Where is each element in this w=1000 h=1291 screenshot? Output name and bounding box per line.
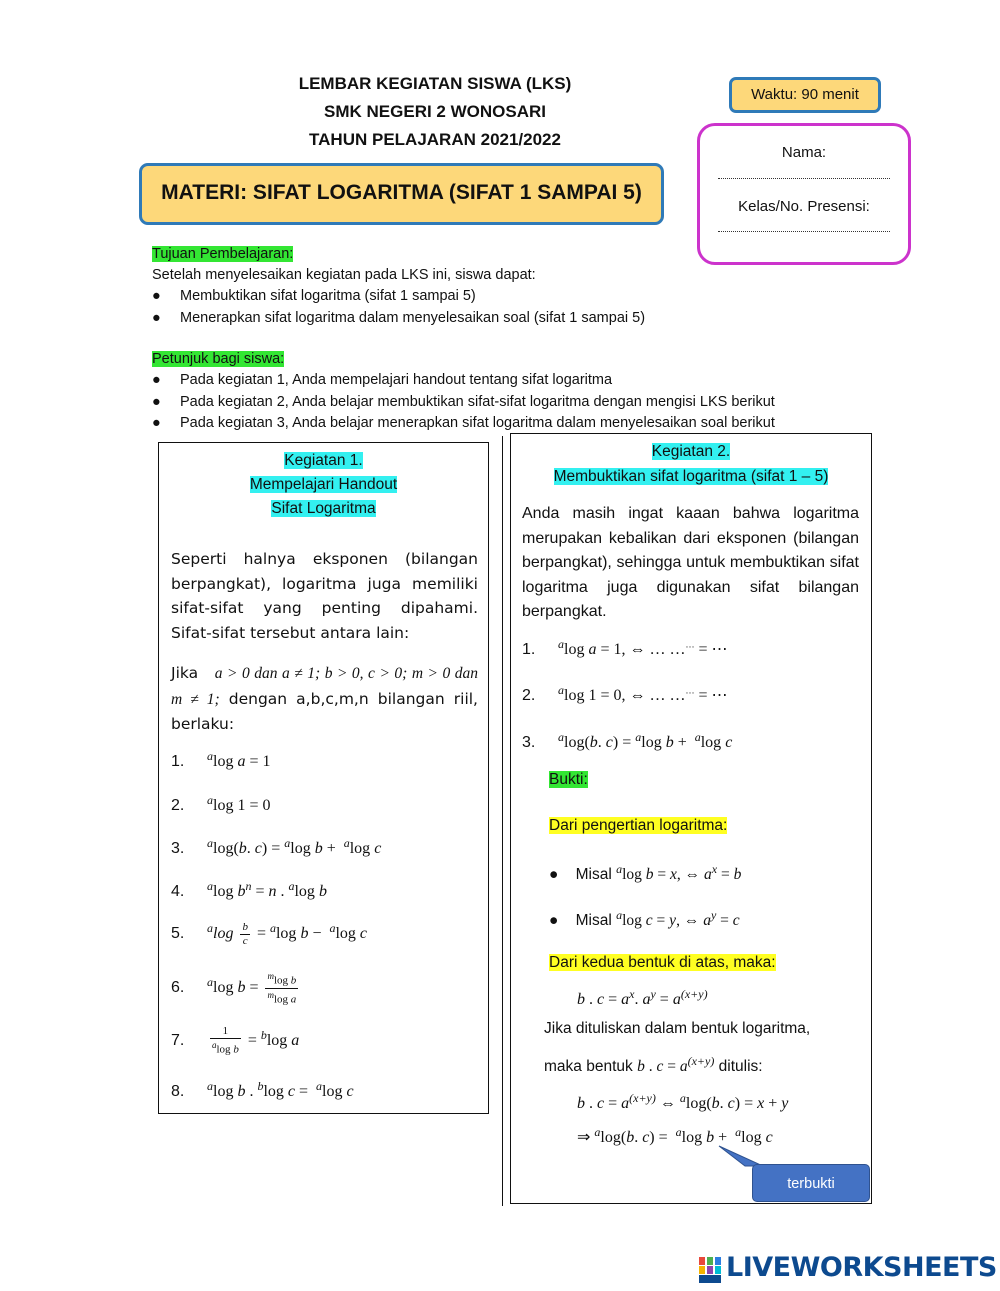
property-4: 4. $^a$log $b^n = n$ . $^a$log b xyxy=(171,879,327,900)
property-3: 3. $^a$log(b. c) = $^a$log b + $^a$log c xyxy=(171,836,382,857)
exponent-product: b . $c = a^x$. $a^y = a^{(x+y)}$ xyxy=(577,987,708,1008)
bukti-label: Bukti: xyxy=(549,771,588,788)
proof-item-3: 3. $^a$log(b. c) = $^a$log b + $^a$log c xyxy=(522,730,733,751)
document-header xyxy=(220,70,650,154)
log-form-text: Jika dituliskan dalam bentuk logaritma, xyxy=(544,1020,811,1037)
bullet-icon: ● xyxy=(152,288,161,304)
misal-1: ● Misal $^a$log b = x, ⇔ $a^x = b$ xyxy=(549,862,742,883)
kegiatan1-topic: Sifat Logaritma xyxy=(271,500,376,517)
time-badge: Waktu: 90 menit xyxy=(729,77,881,113)
terbukti-callout: terbukti xyxy=(752,1164,870,1202)
property-8: 8. $^a$log b . $^b$log c = $^a$log c xyxy=(171,1079,354,1100)
kegiatan1-subtitle: Mempelajari Handout xyxy=(249,476,398,493)
kegiatan2-title: Kegiatan 2. xyxy=(651,443,731,460)
header-school: SMK NEGERI 2 WONOSARI xyxy=(324,102,546,121)
name-field[interactable] xyxy=(718,166,890,179)
liveworksheets-logo-icon xyxy=(698,1256,722,1284)
tujuan-intro: Setelah menyelesaikan kegiatan pada LKS ini, siswa dapat: xyxy=(152,267,536,283)
name-label: Nama: xyxy=(781,144,827,161)
property-6: 6. $^a$log b = $\frac{^m\log b}{^m\log a}$ xyxy=(171,971,297,1006)
header-title: LEMBAR KEGIATAN SISWA (LKS) xyxy=(298,74,572,93)
misal-2: ● Misal $^a$log c = y, ⇔ $a^y = c$ xyxy=(549,908,740,929)
bullet-icon: ● xyxy=(152,372,161,388)
kegiatan1-panel xyxy=(158,442,489,1114)
bullet-icon: ● xyxy=(152,310,161,326)
proof-item-2: 2. $^a$log 1 = 0, ⇔ … …… = ⋯ xyxy=(522,683,728,704)
property-7: 7. $\frac{1}{^a\log b}$ = $^b$log a xyxy=(171,1025,300,1056)
student-identity-box xyxy=(697,123,911,265)
log-equation-1: b . $c = a^{(x+y)}$ ⇔ $^a$log(b. c) = x + y xyxy=(577,1091,789,1112)
kegiatan1-title: Kegiatan 1. xyxy=(284,452,363,469)
tujuan-heading: Tujuan Pembelajaran: xyxy=(152,246,294,262)
kegiatan2-panel xyxy=(510,433,872,1204)
class-field[interactable] xyxy=(718,219,890,232)
property-2: 2. $^a$log 1 = 0 xyxy=(171,793,271,814)
proof-item-1: 1. $^a$log a = 1, ⇔ … …… = ⋯ xyxy=(522,637,728,658)
header-year: TAHUN PELAJARAN 2021/2022 xyxy=(309,130,561,149)
class-label: Kelas/No. Presensi: xyxy=(738,198,870,215)
log-equation-2: ⇒ $^a$log(b. c) = $^a$log b + $^a$log c xyxy=(577,1125,773,1146)
column-divider xyxy=(502,436,503,1206)
conclusion-label: Dari kedua bentuk di atas, maka: xyxy=(549,954,776,971)
kegiatan2-subtitle: Membuktikan sifat logaritma (sifat 1 – 5) xyxy=(553,468,829,485)
kegiatan1-intro: Seperti halnya eksponen (bilangan berpangkat), logaritma juga memiliki sifat-sifat yang penting dipahami. Sifat-sifat tersebut antara lain: xyxy=(171,550,478,642)
materi-title: MATERI: SIFAT LOGARITMA (SIFAT 1 SAMPAI 5) xyxy=(139,163,664,225)
kegiatan1-conditions: Jika a > 0 dan a ≠ 1; b > 0, c > 0; m > 0 dan m ≠ 1; dengan a,b,c,m,n bilangan riil, berlaku: xyxy=(171,664,479,733)
petunjuk-heading: Petunjuk bagi siswa: xyxy=(152,351,285,367)
bullet-icon: ● xyxy=(549,912,559,929)
bullet-icon: ● xyxy=(152,415,161,431)
log-form-text-2: maka bentuk b . $c = a^{(x+y)}$ ditulis: xyxy=(544,1054,763,1075)
property-5: 5. $^a$log $\frac{b}{c}$ = $^a$log b − $^a$log c xyxy=(171,921,368,947)
definition-label: Dari pengertian logaritma: xyxy=(549,817,728,834)
bullet-icon: ● xyxy=(152,394,161,410)
property-1: 1. $^a$log a = 1 xyxy=(171,749,271,770)
liveworksheets-logo-text: LIVEWORKSHEETS xyxy=(726,1252,997,1283)
bullet-icon: ● xyxy=(549,866,559,883)
kegiatan2-intro: Anda masih ingat kaaan bahwa logaritma merupakan kebalikan dari eksponen (bilangan berpangkat), sehingga untuk membuktikan sifat logaritma juga digunakan sifat bilangan berpangkat. xyxy=(522,505,859,620)
